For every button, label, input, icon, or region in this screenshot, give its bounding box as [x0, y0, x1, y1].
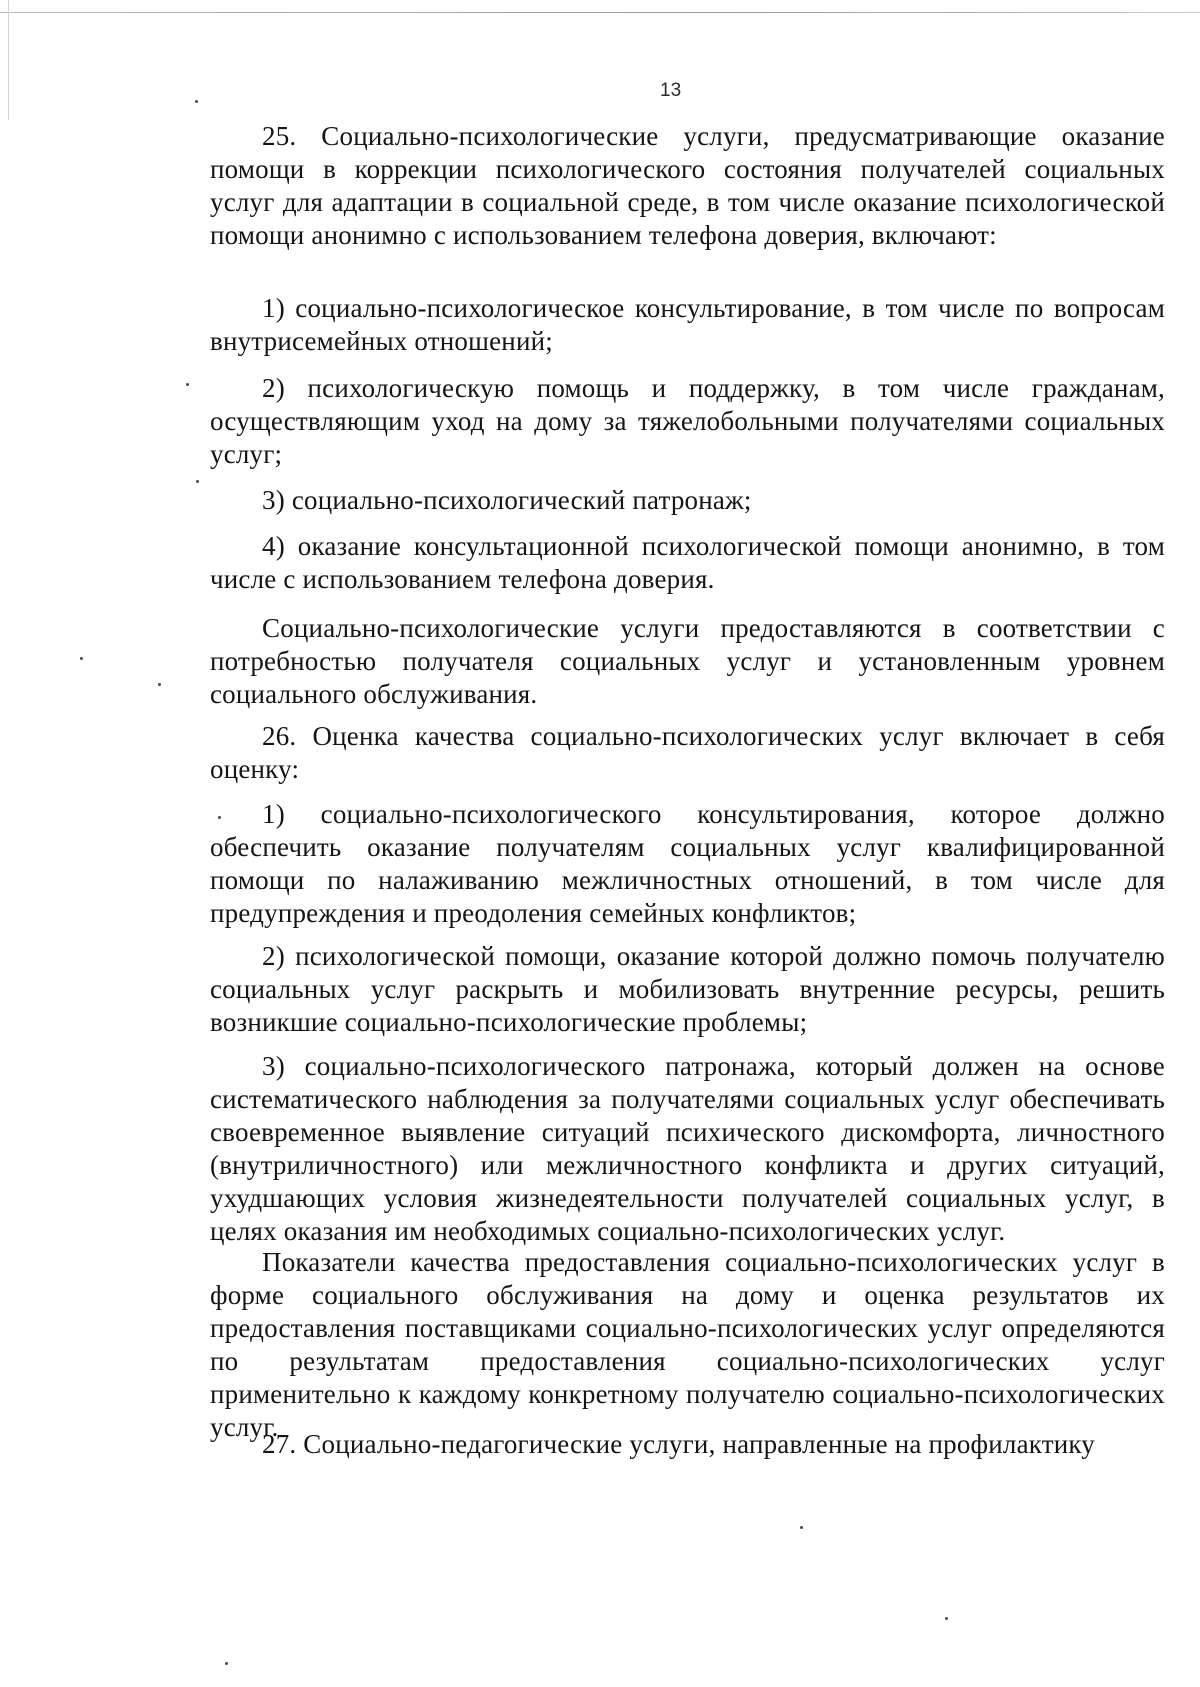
list-item-25-4: 4) оказание консультационной психологической помощи анонимно, в том числе с использованием телефона доверия.: [210, 531, 1165, 594]
scan-speck: [945, 1617, 948, 1620]
scan-edge-shadow: [8, 0, 9, 120]
scan-speck: [800, 1526, 803, 1529]
scan-speck: [225, 1662, 228, 1665]
paragraph-26: 26. Оценка качества социально-психологических услуг включает в себя оценку:: [210, 721, 1165, 784]
scan-speck: [218, 816, 221, 819]
page-number: 13: [660, 80, 682, 101]
list-item-25-3: 3) социально-психологический патронаж;: [262, 485, 752, 515]
list-item-26-1: 1) социально-психологического консультирования, которое должно обеспечить оказание получателям социальных услуг квалифицированной помощи по налаживанию межличностных отношений, в том числе для предупреждения и преодоления семейных конфликтов;: [210, 799, 1165, 928]
list-item-25-1: 1) социально-психологическое консультирование, в том числе по вопросам внутрисемейных отношений;: [210, 293, 1165, 356]
scan-speck: [186, 383, 189, 386]
scan-edge-line: [0, 12, 1200, 13]
scan-speck: [158, 683, 161, 686]
paragraph-25: 25. Социально-психологические услуги, предусматривающие оказание помощи в коррекции психологического состояния получателей социальных услуг для адаптации в социальной среде, в том числе оказание психологической помощи анонимно с использованием телефона доверия, включают:: [210, 121, 1165, 250]
paragraph-25-note: Социально-психологические услуги предоставляются в соответствии с потребностью получателя социальных услуг и установленным уровнем социального обслуживания.: [210, 613, 1165, 709]
scan-speck: [195, 100, 198, 103]
list-item-26-3: 3) социально-психологического патронажа, который должен на основе систематического наблюдения за получателями социальных услуг обеспечивать своевременное выявление ситуаций психического дискомфорта, личностного (внутриличностного) или межличностного конфликта и других ситуаций, ухудшающих условия жизнедеятельности получателей социальных услуг, в целях оказания им необходимых социально-психологических услуг.: [210, 1051, 1165, 1246]
list-item-25-2: 2) психологическую помощь и поддержку, в том числе гражданам, осуществляющим уход на дому за тяжелобольными получателями социальных услуг;: [210, 373, 1165, 469]
list-item-26-2: 2) психологической помощи, оказание которой должно помочь получателю социальных услуг раскрыть и мобилизовать внутренние ресурсы, решить возникшие социально-психологические проблемы;: [210, 941, 1165, 1037]
paragraph-27: 27. Социально-педагогические услуги, направленные на профилактику: [262, 1429, 1095, 1459]
scan-speck: [196, 480, 199, 483]
scan-speck: [80, 657, 83, 660]
paragraph-26-note: Показатели качества предоставления социально-психологических услуг в форме социального обслуживания на дому и оценка результатов их предоставления поставщиками социально-психологических услуг определяются по результатам предоставления социально-психологических услуг применительно к каждому конкретному получателю социально-психологических услуг.: [210, 1247, 1165, 1442]
